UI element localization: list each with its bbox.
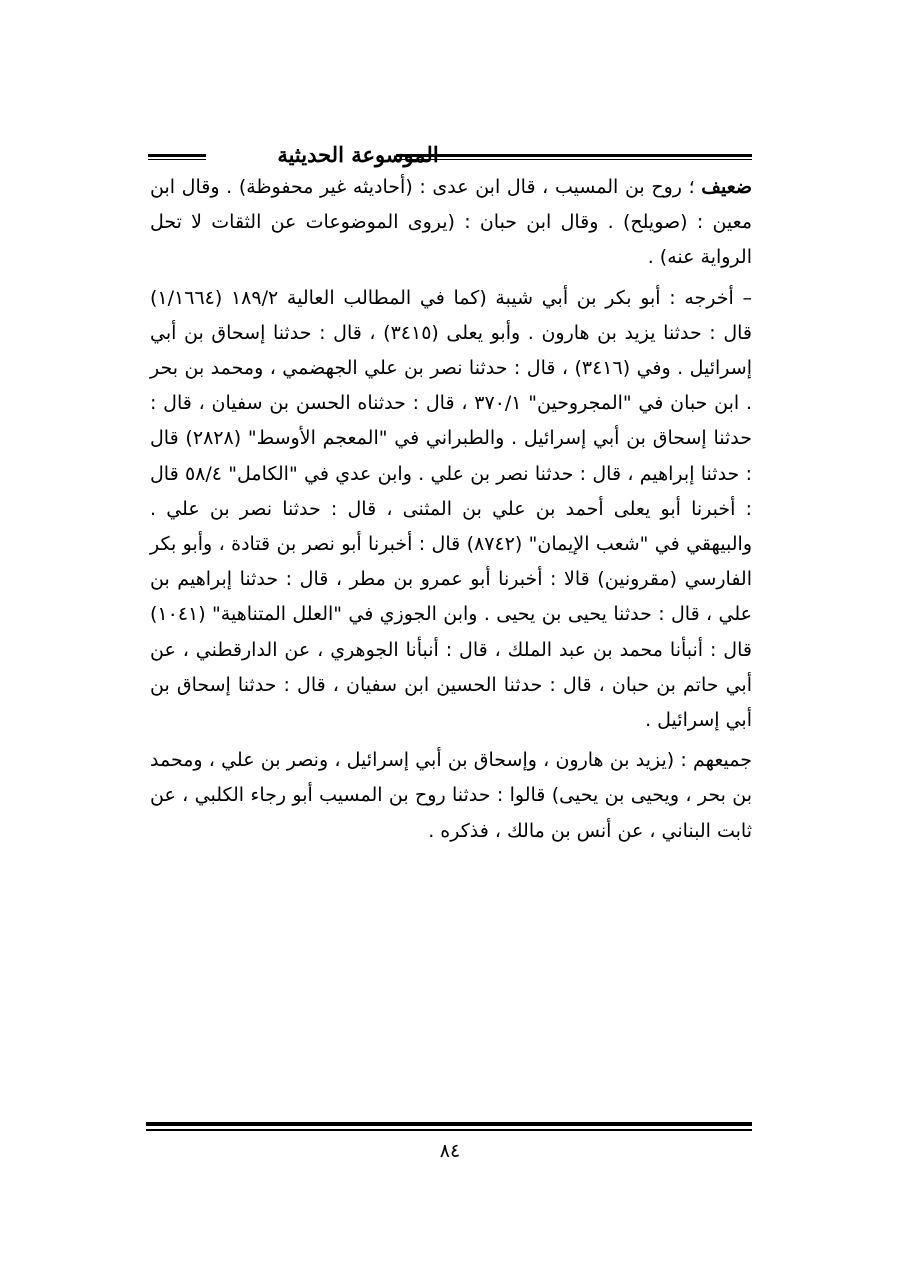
page-header <box>148 140 752 174</box>
footer-rule <box>146 1122 752 1131</box>
paragraph-takhrij <box>150 281 752 739</box>
grading-text: ؛ روح بن المسيب ، قال ابن عدى : (أحاديثه غير محفوظة) . وقال ابن معين : (صويلح) . وقال ابن حبان : (يروى الموضوعات عن الثقات لا تحل الرواية عنه) . <box>150 176 752 269</box>
running-title: الموسوعة الحديثية <box>277 142 439 167</box>
header-rule-right <box>396 154 752 160</box>
paragraph-summary <box>150 743 752 849</box>
page-number: ٨٤ <box>439 1140 461 1162</box>
grading-label: ضعيف <box>701 176 752 198</box>
page-body <box>150 170 752 849</box>
paragraph-grading <box>150 170 752 276</box>
takhrij-text: – أخرجه : أبو بكر بن أبي شيبة (كما في المطالب العالية ١٨٩/٢ (١/١٦٦٤) قال : حدثنا يزيد بن هارون . وأبو يعلى (٣٤١٥) ، قال : حدثنا إسحاق بن أبي إسرائيل . وفي (٣٤١٦) ، قال : حدثنا نصر بن علي الجهضمي ، ومحمد بن بحر . ابن حبان في "المجروحين" ٣٧٠/١ ، قال : حدثناه الحسن بن سفيان ، قال : حدثنا إسحاق بن أبي إسرائيل . والطبراني في "المعجم الأوسط" (٢٨٢٨) قال : حدثنا إبراهيم ، قال : حدثنا نصر بن علي . وابن عدي في "الكامل" ٥٨/٤ قال : أخبرنا أبو يعلى أحمد بن علي بن المثنى ، قال : حدثنا نصر بن علي . والبيهقي في "شعب الإيمان" (٨٧٤٢) قال : أخبرنا أبو نصر بن قتادة ، وأبو بكر الفارسي (مقرونين) قالا : أخبرنا أبو عمرو بن مطر ، قال : حدثنا إبراهيم بن علي ، قال : حدثنا يحيى بن يحيى . وابن الجوزي في "العلل المتناهية" (١٠٤١) قال : أنبأنا محمد بن عبد الملك ، قال : أنبأنا الجوهري ، عن الدارقطني ، عن أبي حاتم بن حبان ، قال : حدثنا الحسين ابن سفيان ، قال : حدثنا إسحاق بن أبي إسرائيل . <box>150 286 752 732</box>
header-rule-left <box>148 154 206 160</box>
summary-text: جميعهم : (يزيد بن هارون ، وإسحاق بن أبي إسرائيل ، ونصر بن علي ، ومحمد بن بحر ، ويحيى بن يحيى) قالوا : حدثنا روح بن المسيب أبو رجاء الكلبي ، عن ثابت البناني ، عن أنس بن مالك ، فذكره . <box>150 749 752 842</box>
